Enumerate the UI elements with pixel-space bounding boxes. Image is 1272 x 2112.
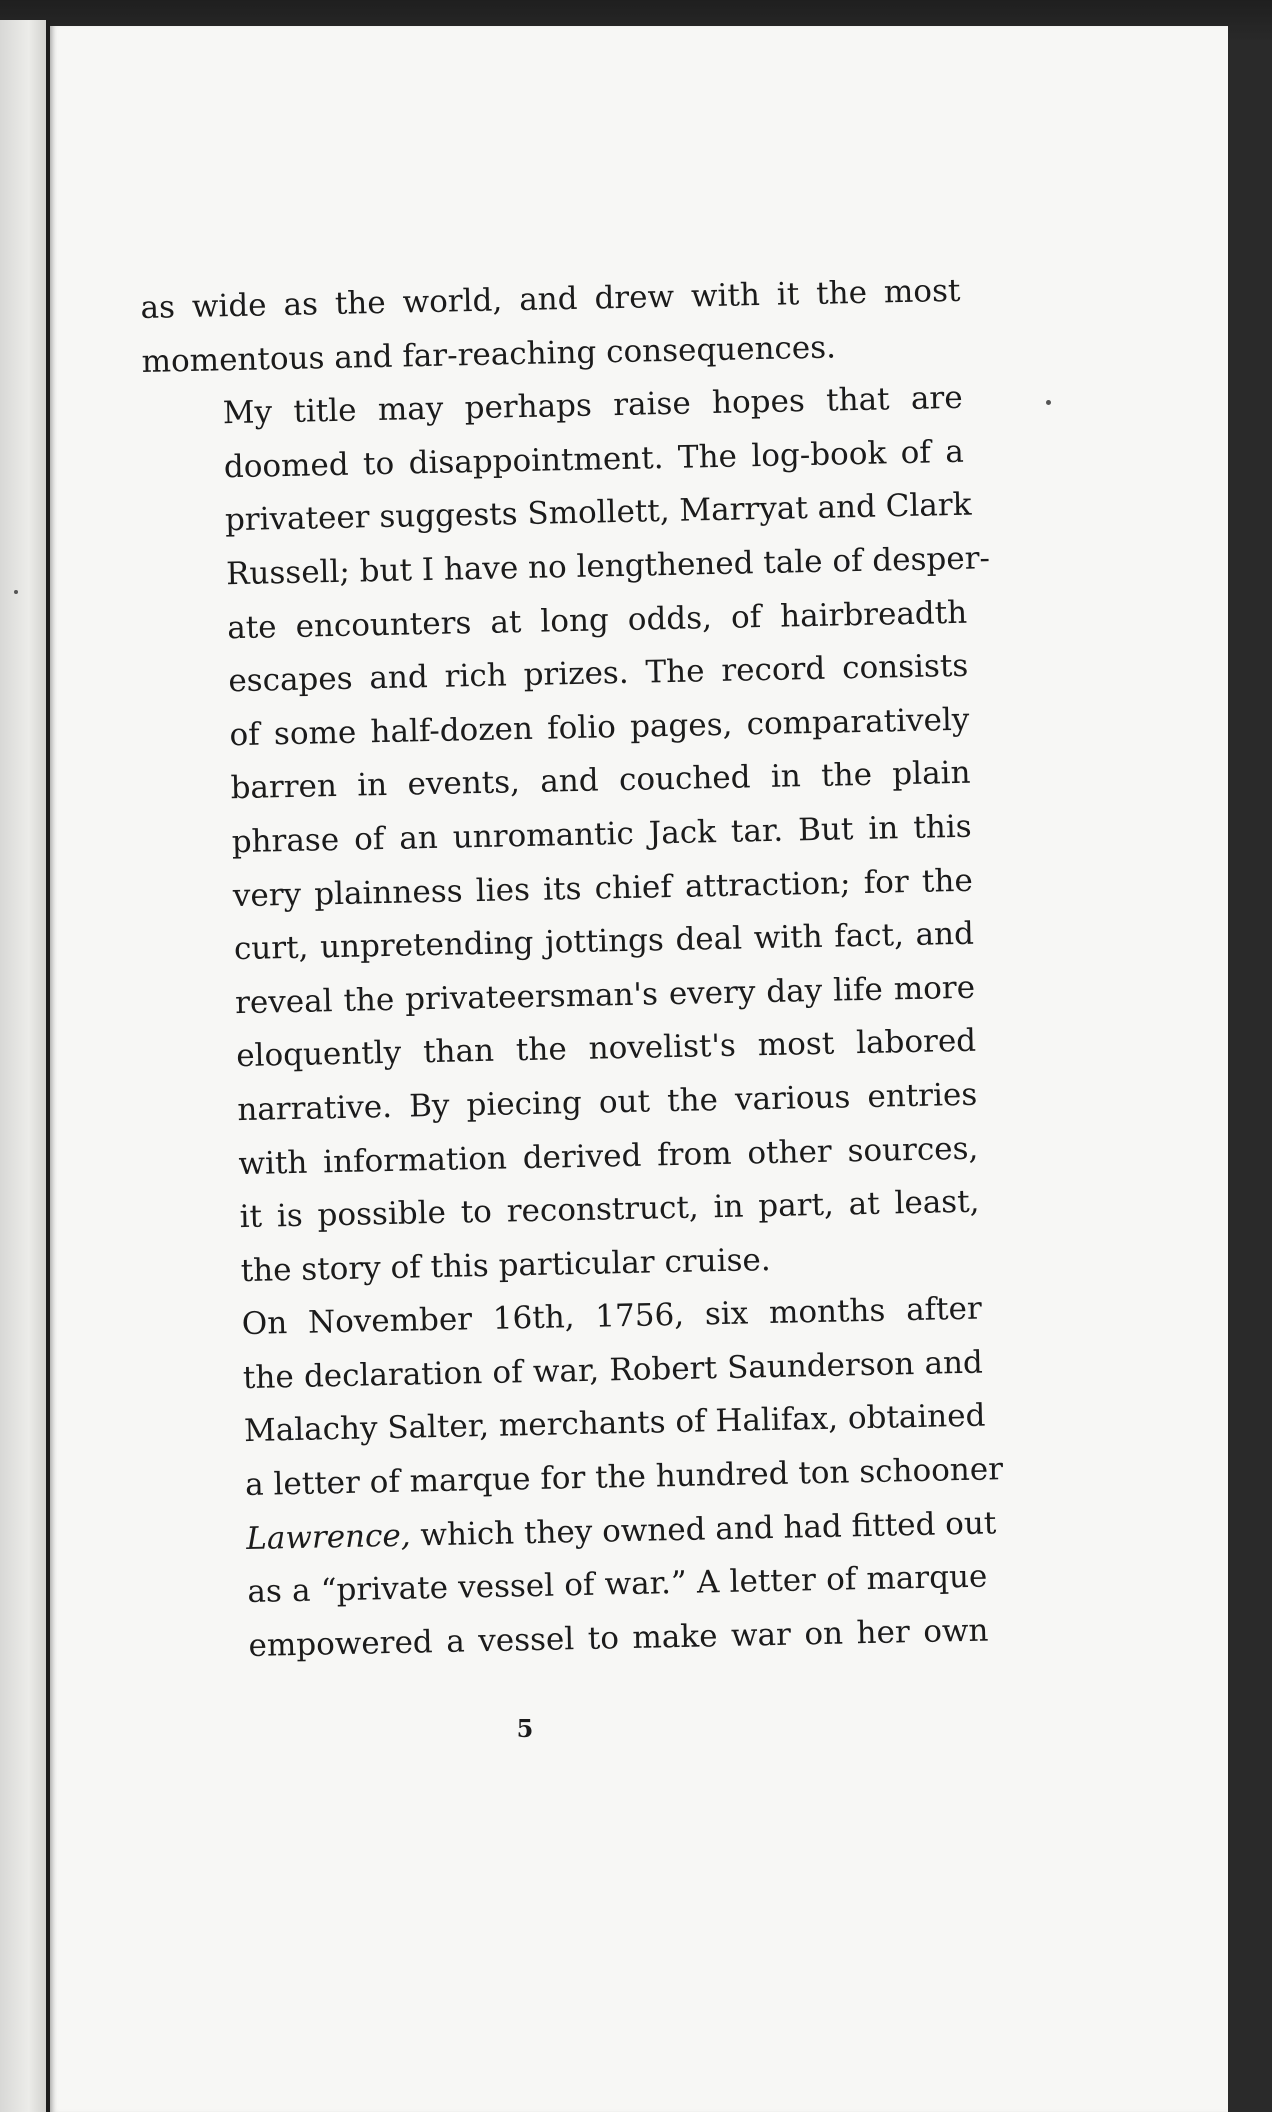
text-line: eloquently than the novelist's most labored [235, 1022, 977, 1075]
binding-gutter [46, 20, 50, 2112]
text-line: a letter of marque for the hundred ton schooner [244, 1451, 1004, 1504]
text-line: very plainness lies its chief attraction; for the [232, 862, 974, 914]
text-line: Malachy Salter, merchants of Halifax, obtained [243, 1398, 986, 1450]
paragraph-1 [140, 265, 962, 389]
scan-right-border [1228, 40, 1272, 2112]
text-line: as a “private vessel of war.” A letter of marque [247, 1558, 988, 1611]
dust-speck [14, 590, 18, 594]
text-line: narrative. By piecing out the various entries [236, 1076, 978, 1129]
text-line: as wide as the world, and drew with it the most [140, 272, 961, 326]
text-line: On November 16th, 1756, six months after [241, 1290, 983, 1343]
text-line: the story of this particular cruise. [240, 1241, 772, 1289]
text-line: privateer suggests Smollett, Marryat and Clark [224, 487, 972, 539]
ship-name: Lawrence, [245, 1517, 411, 1557]
text-line: the declaration of war, Robert Saunderson and [242, 1344, 984, 1396]
text-line: with information derived from other sources, [238, 1130, 979, 1182]
paragraph-3 [161, 1283, 1004, 1675]
text-line: reveal the privateersman's every day life more [234, 969, 976, 1021]
text-line: My title may perhaps raise hopes that are [222, 379, 963, 432]
text-line: barren in events, and couched in the plain [230, 755, 971, 807]
text-line: phrase of an unromantic Jack tar. But in this [231, 808, 972, 861]
page-number: 5 [516, 1714, 534, 1743]
text-line: ate encounters at long odds, of hairbreadth [226, 594, 968, 646]
text-line: curt, unpretending jottings deal with fact, and [233, 915, 975, 968]
text-line: Russell; but I have no lengthened tale of desper- [225, 540, 991, 593]
text-line: doomed to disappointment. The log-book of a [223, 433, 965, 486]
text-line: it is possible to reconstruct, in part, at least, [239, 1183, 980, 1236]
text-line: empowered a vessel to make war on her own [248, 1612, 989, 1664]
body-text [140, 265, 1004, 1675]
facing-page-edge [0, 20, 48, 2112]
text-line: escapes and rich prizes. The record consists [228, 647, 969, 700]
text-line-rest: which they owned and had fitted out [420, 1504, 997, 1554]
dust-speck [1046, 400, 1051, 405]
paragraph-2 [142, 372, 991, 1300]
text-line: momentous and far-reaching consequences. [141, 329, 837, 380]
text-line: of some half-dozen folio pages, comparatively [229, 701, 970, 753]
